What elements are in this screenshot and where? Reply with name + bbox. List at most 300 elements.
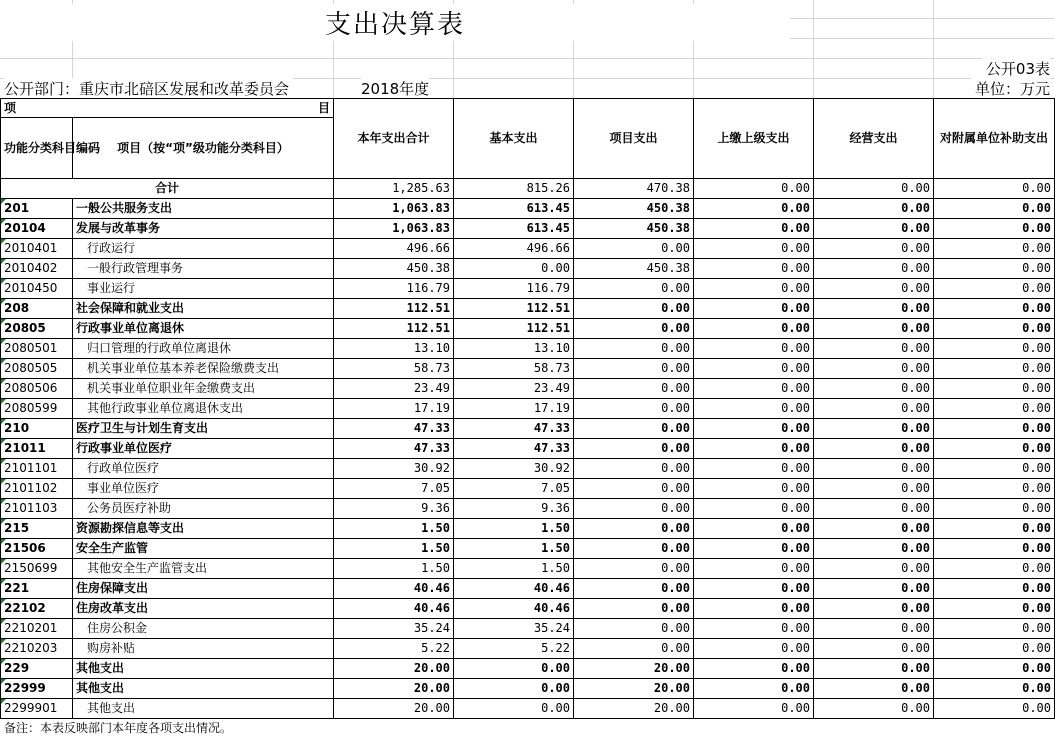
row-value[interactable]: 7.05: [334, 479, 454, 499]
row-name[interactable]: 一般公共服务支出: [73, 199, 334, 219]
row-value[interactable]: 0.00: [694, 279, 814, 299]
row-code[interactable]: [1, 399, 73, 419]
row-value[interactable]: 0.00: [694, 659, 814, 679]
cell-comment-marker-icon: [1, 539, 6, 544]
row-value[interactable]: 0.00: [574, 619, 694, 639]
total-label[interactable]: 合计: [1, 179, 334, 199]
row-value[interactable]: 20.00: [334, 659, 454, 679]
header-business[interactable]: 经营支出: [814, 99, 934, 179]
row-value[interactable]: 0.00: [814, 499, 934, 519]
cell-comment-marker-icon: [1, 439, 6, 444]
expenditure-table: [0, 98, 1055, 719]
row-value[interactable]: 23.49: [454, 379, 574, 399]
row-code-text: 229: [4, 661, 30, 675]
row-name[interactable]: 购房补贴: [73, 639, 334, 659]
row-code[interactable]: [1, 339, 73, 359]
row-value[interactable]: 0.00: [934, 219, 1055, 239]
cell-comment-marker-icon: [1, 339, 6, 344]
row-value[interactable]: 0.00: [574, 479, 694, 499]
row-code-text: 208: [4, 301, 30, 315]
row-code[interactable]: [1, 679, 73, 699]
row-value[interactable]: 0.00: [694, 219, 814, 239]
row-value[interactable]: 0.00: [694, 379, 814, 399]
row-code-text: 215: [4, 521, 30, 535]
row-value[interactable]: 0.00: [574, 539, 694, 559]
row-value[interactable]: 40.46: [334, 599, 454, 619]
row-value[interactable]: 0.00: [814, 439, 934, 459]
row-value[interactable]: 0.00: [934, 519, 1055, 539]
row-value[interactable]: 5.22: [454, 639, 574, 659]
row-name[interactable]: 住房改革支出: [73, 599, 334, 619]
row-value[interactable]: 0.00: [814, 279, 934, 299]
row-value[interactable]: 0.00: [574, 239, 694, 259]
row-value[interactable]: 0.00: [814, 539, 934, 559]
row-value[interactable]: 40.46: [454, 599, 574, 619]
row-name[interactable]: 其他行政事业单位离退休支出: [73, 399, 334, 419]
row-value[interactable]: 1.50: [454, 519, 574, 539]
row-value[interactable]: 0.00: [814, 399, 934, 419]
row-value[interactable]: 0.00: [814, 659, 934, 679]
header-item-group[interactable]: [1, 99, 334, 118]
row-value[interactable]: 0.00: [814, 219, 934, 239]
row-value[interactable]: 613.45: [454, 199, 574, 219]
row-code[interactable]: [1, 199, 73, 219]
row-name[interactable]: 机关事业单位职业年金缴费支出: [73, 379, 334, 399]
row-value[interactable]: 13.10: [454, 339, 574, 359]
row-value[interactable]: 0.00: [934, 359, 1055, 379]
row-code[interactable]: [1, 279, 73, 299]
header-item[interactable]: 项目（按“项”级功能分类科目）: [73, 118, 334, 179]
row-value[interactable]: 0.00: [694, 319, 814, 339]
row-code[interactable]: [1, 319, 73, 339]
row-code[interactable]: [1, 539, 73, 559]
row-name[interactable]: 事业单位医疗: [73, 479, 334, 499]
row-value[interactable]: 0.00: [934, 639, 1055, 659]
row-value[interactable]: 0.00: [694, 599, 814, 619]
row-code-text: 20805: [4, 321, 46, 335]
row-name[interactable]: 住房公积金: [73, 619, 334, 639]
row-value[interactable]: 496.66: [334, 239, 454, 259]
row-code-text: 221: [4, 581, 30, 595]
row-value[interactable]: 0.00: [694, 699, 814, 719]
row-code-text: 2010450: [4, 281, 58, 295]
total-row: [1, 179, 1055, 199]
table-row: [1, 499, 1055, 519]
row-value[interactable]: 0.00: [454, 699, 574, 719]
header-project[interactable]: 项目支出: [574, 99, 694, 179]
row-code[interactable]: [1, 459, 73, 479]
table-row: [1, 679, 1055, 699]
row-value[interactable]: 5.22: [334, 639, 454, 659]
table-row: [1, 239, 1055, 259]
row-value[interactable]: 0.00: [814, 419, 934, 439]
row-value[interactable]: 0.00: [694, 439, 814, 459]
row-name[interactable]: 医疗卫生与计划生育支出: [73, 419, 334, 439]
row-value[interactable]: 0.00: [694, 359, 814, 379]
cell-comment-marker-icon: [1, 419, 6, 424]
row-value[interactable]: 0.00: [934, 439, 1055, 459]
row-value[interactable]: 0.00: [934, 599, 1055, 619]
row-value[interactable]: 35.24: [454, 619, 574, 639]
row-value[interactable]: 0.00: [694, 559, 814, 579]
header-row-top: [1, 99, 1055, 118]
row-name[interactable]: 其他支出: [73, 679, 334, 699]
row-value[interactable]: 0.00: [934, 379, 1055, 399]
row-code-text: 2010402: [4, 261, 58, 275]
row-code[interactable]: [1, 599, 73, 619]
row-name[interactable]: 社会保障和就业支出: [73, 299, 334, 319]
table-row: [1, 519, 1055, 539]
table-row: [1, 279, 1055, 299]
row-value[interactable]: 20.00: [574, 679, 694, 699]
row-value[interactable]: 40.46: [334, 579, 454, 599]
cell-comment-marker-icon: [1, 659, 6, 664]
cell-comment-marker-icon: [1, 619, 6, 624]
table-row: [1, 359, 1055, 379]
row-code-text: 201: [4, 201, 30, 215]
row-name[interactable]: 安全生产监管: [73, 539, 334, 559]
row-code[interactable]: [1, 579, 73, 599]
row-code[interactable]: [1, 259, 73, 279]
row-value[interactable]: 0.00: [574, 419, 694, 439]
table-row: [1, 579, 1055, 599]
cell-comment-marker-icon: [1, 379, 6, 384]
row-code[interactable]: [1, 619, 73, 639]
table-row: [1, 639, 1055, 659]
table-row: [1, 619, 1055, 639]
header-basic[interactable]: 基本支出: [454, 99, 574, 179]
row-value[interactable]: 1.50: [334, 539, 454, 559]
row-code-text: 2080506: [4, 381, 58, 395]
cell-comment-marker-icon: [1, 639, 6, 644]
row-code-text: 2210201: [4, 621, 58, 635]
row-value[interactable]: 112.51: [334, 299, 454, 319]
row-value[interactable]: 0.00: [814, 579, 934, 599]
row-value[interactable]: 0.00: [934, 419, 1055, 439]
row-code-text: 22102: [4, 601, 46, 615]
header-upper[interactable]: 上缴上级支出: [694, 99, 814, 179]
row-code[interactable]: [1, 659, 73, 679]
total-value[interactable]: 1,285.63: [334, 179, 454, 199]
table-row: [1, 599, 1055, 619]
table-row: [1, 379, 1055, 399]
row-value[interactable]: 1,063.83: [334, 219, 454, 239]
row-name[interactable]: 行政单位医疗: [73, 459, 334, 479]
row-value[interactable]: 20.00: [574, 659, 694, 679]
row-value[interactable]: 17.19: [454, 399, 574, 419]
row-value[interactable]: 20.00: [334, 679, 454, 699]
row-value[interactable]: 7.05: [454, 479, 574, 499]
table-row: [1, 199, 1055, 219]
row-value[interactable]: 450.38: [334, 259, 454, 279]
row-value[interactable]: 9.36: [334, 499, 454, 519]
row-value[interactable]: 17.19: [334, 399, 454, 419]
row-value[interactable]: 1.50: [334, 559, 454, 579]
row-value[interactable]: 0.00: [814, 619, 934, 639]
table-row: [1, 259, 1055, 279]
row-value[interactable]: 0.00: [694, 639, 814, 659]
row-value[interactable]: 0.00: [934, 199, 1055, 219]
row-value[interactable]: 0.00: [694, 499, 814, 519]
row-value[interactable]: 0.00: [934, 659, 1055, 679]
row-code-text: 21506: [4, 541, 46, 555]
row-value[interactable]: 0.00: [694, 419, 814, 439]
row-value[interactable]: 30.92: [454, 459, 574, 479]
header-subsidy[interactable]: 对附属单位补助支出: [934, 99, 1055, 179]
cell-comment-marker-icon: [1, 239, 6, 244]
row-name[interactable]: 行政事业单位离退休: [73, 319, 334, 339]
header-xiang: 项: [4, 101, 17, 115]
row-value[interactable]: 0.00: [934, 479, 1055, 499]
row-value[interactable]: 0.00: [574, 339, 694, 359]
row-value[interactable]: 613.45: [454, 219, 574, 239]
row-value[interactable]: 20.00: [334, 699, 454, 719]
row-value[interactable]: 0.00: [694, 459, 814, 479]
row-code-text: 2101102: [4, 481, 58, 495]
row-code[interactable]: [1, 699, 73, 719]
cell-comment-marker-icon: [1, 599, 6, 604]
table-row: [1, 219, 1055, 239]
row-name[interactable]: 住房保障支出: [73, 579, 334, 599]
row-value[interactable]: 0.00: [694, 539, 814, 559]
row-value[interactable]: 0.00: [574, 499, 694, 519]
footnote: 备注：本表反映部门本年度各项支出情况。: [4, 721, 233, 735]
cell-comment-marker-icon: [1, 699, 6, 704]
row-value[interactable]: 0.00: [574, 379, 694, 399]
cell-comment-marker-icon: [1, 199, 6, 204]
row-value[interactable]: 47.33: [334, 419, 454, 439]
row-value[interactable]: 20.00: [574, 699, 694, 719]
row-name[interactable]: 归口管理的行政单位离退休: [73, 339, 334, 359]
row-value[interactable]: 0.00: [574, 599, 694, 619]
row-code[interactable]: [1, 359, 73, 379]
row-value[interactable]: 0.00: [694, 199, 814, 219]
row-code-text: 2299901: [4, 701, 58, 715]
row-value[interactable]: 0.00: [934, 239, 1055, 259]
table-row: [1, 659, 1055, 679]
row-code[interactable]: [1, 499, 73, 519]
row-value[interactable]: 0.00: [814, 459, 934, 479]
row-value[interactable]: 0.00: [814, 259, 934, 279]
row-value[interactable]: 0.00: [934, 299, 1055, 319]
row-value[interactable]: 0.00: [814, 479, 934, 499]
report-title: 支出决算表: [0, 4, 790, 41]
total-value[interactable]: 0.00: [814, 179, 934, 199]
table-row: [1, 479, 1055, 499]
row-code[interactable]: [1, 239, 73, 259]
row-code-text: 2150699: [4, 561, 58, 575]
row-name[interactable]: 其他安全生产监管支出: [73, 559, 334, 579]
row-value[interactable]: 0.00: [574, 439, 694, 459]
row-value[interactable]: 0.00: [934, 339, 1055, 359]
row-value[interactable]: 47.33: [454, 439, 574, 459]
header-code[interactable]: 功能分类科目编码: [1, 118, 73, 179]
row-code-text: 210: [4, 421, 30, 435]
row-value[interactable]: 0.00: [574, 399, 694, 419]
row-value[interactable]: 0.00: [574, 459, 694, 479]
row-value[interactable]: 0.00: [694, 519, 814, 539]
row-value[interactable]: 1.50: [454, 539, 574, 559]
table-row: [1, 559, 1055, 579]
row-value[interactable]: 0.00: [574, 299, 694, 319]
row-value[interactable]: 0.00: [694, 259, 814, 279]
row-value[interactable]: 0.00: [814, 519, 934, 539]
row-value[interactable]: 0.00: [814, 699, 934, 719]
row-code-text: 2080505: [4, 361, 58, 375]
row-code-text: 20104: [4, 221, 46, 235]
row-code[interactable]: [1, 379, 73, 399]
row-value[interactable]: 0.00: [934, 399, 1055, 419]
row-value[interactable]: 0.00: [934, 579, 1055, 599]
cell-comment-marker-icon: [1, 279, 6, 284]
row-code-text: 2101103: [4, 501, 58, 515]
row-value[interactable]: 0.00: [934, 559, 1055, 579]
row-value[interactable]: 0.00: [694, 339, 814, 359]
cell-comment-marker-icon: [1, 399, 6, 404]
row-value[interactable]: 0.00: [694, 299, 814, 319]
row-value[interactable]: 112.51: [454, 319, 574, 339]
row-code[interactable]: [1, 519, 73, 539]
cell-comment-marker-icon: [1, 319, 6, 324]
total-value[interactable]: 0.00: [934, 179, 1055, 199]
row-value[interactable]: 35.24: [334, 619, 454, 639]
cell-comment-marker-icon: [1, 259, 6, 264]
row-name[interactable]: 发展与改革事务: [73, 219, 334, 239]
row-value[interactable]: 0.00: [814, 679, 934, 699]
row-value[interactable]: 0.00: [694, 399, 814, 419]
row-value[interactable]: 0.00: [574, 579, 694, 599]
row-code-text: 2080599: [4, 401, 58, 415]
header-total[interactable]: 本年支出合计: [334, 99, 454, 179]
row-name[interactable]: 一般行政管理事务: [73, 259, 334, 279]
row-value[interactable]: 0.00: [694, 619, 814, 639]
row-name[interactable]: 行政事业单位医疗: [73, 439, 334, 459]
row-value[interactable]: 47.33: [334, 439, 454, 459]
row-value[interactable]: 0.00: [934, 679, 1055, 699]
row-code[interactable]: [1, 299, 73, 319]
row-value[interactable]: 0.00: [574, 319, 694, 339]
row-code-text: 21011: [4, 441, 46, 455]
row-value[interactable]: 0.00: [814, 379, 934, 399]
row-value[interactable]: 1,063.83: [334, 199, 454, 219]
department-label: 公开部门：重庆市北碚区发展和改革委员会: [4, 78, 293, 99]
row-value[interactable]: 116.79: [454, 279, 574, 299]
total-value[interactable]: 0.00: [694, 179, 814, 199]
row-value[interactable]: 0.00: [694, 479, 814, 499]
row-value[interactable]: 40.46: [454, 579, 574, 599]
table-row: [1, 399, 1055, 419]
row-value[interactable]: 112.51: [454, 299, 574, 319]
row-code-text: 2010401: [4, 241, 58, 255]
row-value[interactable]: 450.38: [574, 219, 694, 239]
row-code-text: 2080501: [4, 341, 58, 355]
table-row: [1, 699, 1055, 719]
row-value[interactable]: 1.50: [454, 559, 574, 579]
row-code-text: 2101101: [4, 461, 58, 475]
row-value[interactable]: 0.00: [574, 359, 694, 379]
row-name[interactable]: 公务员医疗补助: [73, 499, 334, 519]
row-value[interactable]: 0.00: [814, 639, 934, 659]
row-code[interactable]: [1, 559, 73, 579]
cell-comment-marker-icon: [1, 359, 6, 364]
cell-comment-marker-icon: [1, 679, 6, 684]
total-value[interactable]: 815.26: [454, 179, 574, 199]
table-row: [1, 299, 1055, 319]
row-value[interactable]: 0.00: [814, 299, 934, 319]
row-value[interactable]: 0.00: [934, 259, 1055, 279]
row-value[interactable]: 0.00: [694, 239, 814, 259]
row-name[interactable]: 事业运行: [73, 279, 334, 299]
row-value[interactable]: 9.36: [454, 499, 574, 519]
row-value[interactable]: 0.00: [934, 619, 1055, 639]
row-value[interactable]: 0.00: [934, 279, 1055, 299]
row-value[interactable]: 0.00: [934, 319, 1055, 339]
row-code[interactable]: [1, 479, 73, 499]
row-value[interactable]: 0.00: [574, 639, 694, 659]
row-code[interactable]: [1, 439, 73, 459]
row-value[interactable]: 0.00: [814, 239, 934, 259]
cell-comment-marker-icon: [1, 559, 6, 564]
row-name[interactable]: 其他支出: [73, 699, 334, 719]
row-value[interactable]: 0.00: [694, 679, 814, 699]
table-row: [1, 339, 1055, 359]
row-value[interactable]: 23.49: [334, 379, 454, 399]
row-value[interactable]: 0.00: [934, 699, 1055, 719]
row-value[interactable]: 0.00: [814, 359, 934, 379]
row-value[interactable]: 0.00: [454, 259, 574, 279]
row-value[interactable]: 1.50: [334, 519, 454, 539]
row-value[interactable]: 0.00: [814, 599, 934, 619]
row-value[interactable]: 0.00: [574, 519, 694, 539]
row-value[interactable]: 450.38: [574, 199, 694, 219]
row-value[interactable]: 0.00: [814, 319, 934, 339]
table-row: [1, 439, 1055, 459]
row-code[interactable]: [1, 419, 73, 439]
row-code[interactable]: [1, 639, 73, 659]
row-code[interactable]: [1, 219, 73, 239]
row-value[interactable]: 0.00: [934, 499, 1055, 519]
row-name[interactable]: 资源勘探信息等支出: [73, 519, 334, 539]
row-name[interactable]: 行政运行: [73, 239, 334, 259]
row-value[interactable]: 0.00: [814, 559, 934, 579]
row-value[interactable]: 47.33: [454, 419, 574, 439]
row-value[interactable]: 0.00: [694, 579, 814, 599]
row-value[interactable]: 496.66: [454, 239, 574, 259]
row-value[interactable]: 58.73: [334, 359, 454, 379]
row-value[interactable]: 0.00: [574, 279, 694, 299]
row-value[interactable]: 0.00: [574, 559, 694, 579]
row-value[interactable]: 0.00: [934, 539, 1055, 559]
row-value[interactable]: 58.73: [454, 359, 574, 379]
row-value[interactable]: 112.51: [334, 319, 454, 339]
row-name[interactable]: 机关事业单位基本养老保险缴费支出: [73, 359, 334, 379]
row-value[interactable]: 0.00: [814, 199, 934, 219]
cell-comment-marker-icon: [1, 299, 6, 304]
cell-comment-marker-icon: [1, 519, 6, 524]
row-value[interactable]: 0.00: [454, 659, 574, 679]
total-value[interactable]: 470.38: [574, 179, 694, 199]
row-code-text: 2210203: [4, 641, 58, 655]
row-value[interactable]: 450.38: [574, 259, 694, 279]
row-value[interactable]: 0.00: [934, 459, 1055, 479]
row-value[interactable]: 0.00: [814, 339, 934, 359]
row-name[interactable]: 其他支出: [73, 659, 334, 679]
row-value[interactable]: 0.00: [454, 679, 574, 699]
cell-comment-marker-icon: [1, 479, 6, 484]
row-value[interactable]: 30.92: [334, 459, 454, 479]
row-value[interactable]: 116.79: [334, 279, 454, 299]
row-value[interactable]: 13.10: [334, 339, 454, 359]
